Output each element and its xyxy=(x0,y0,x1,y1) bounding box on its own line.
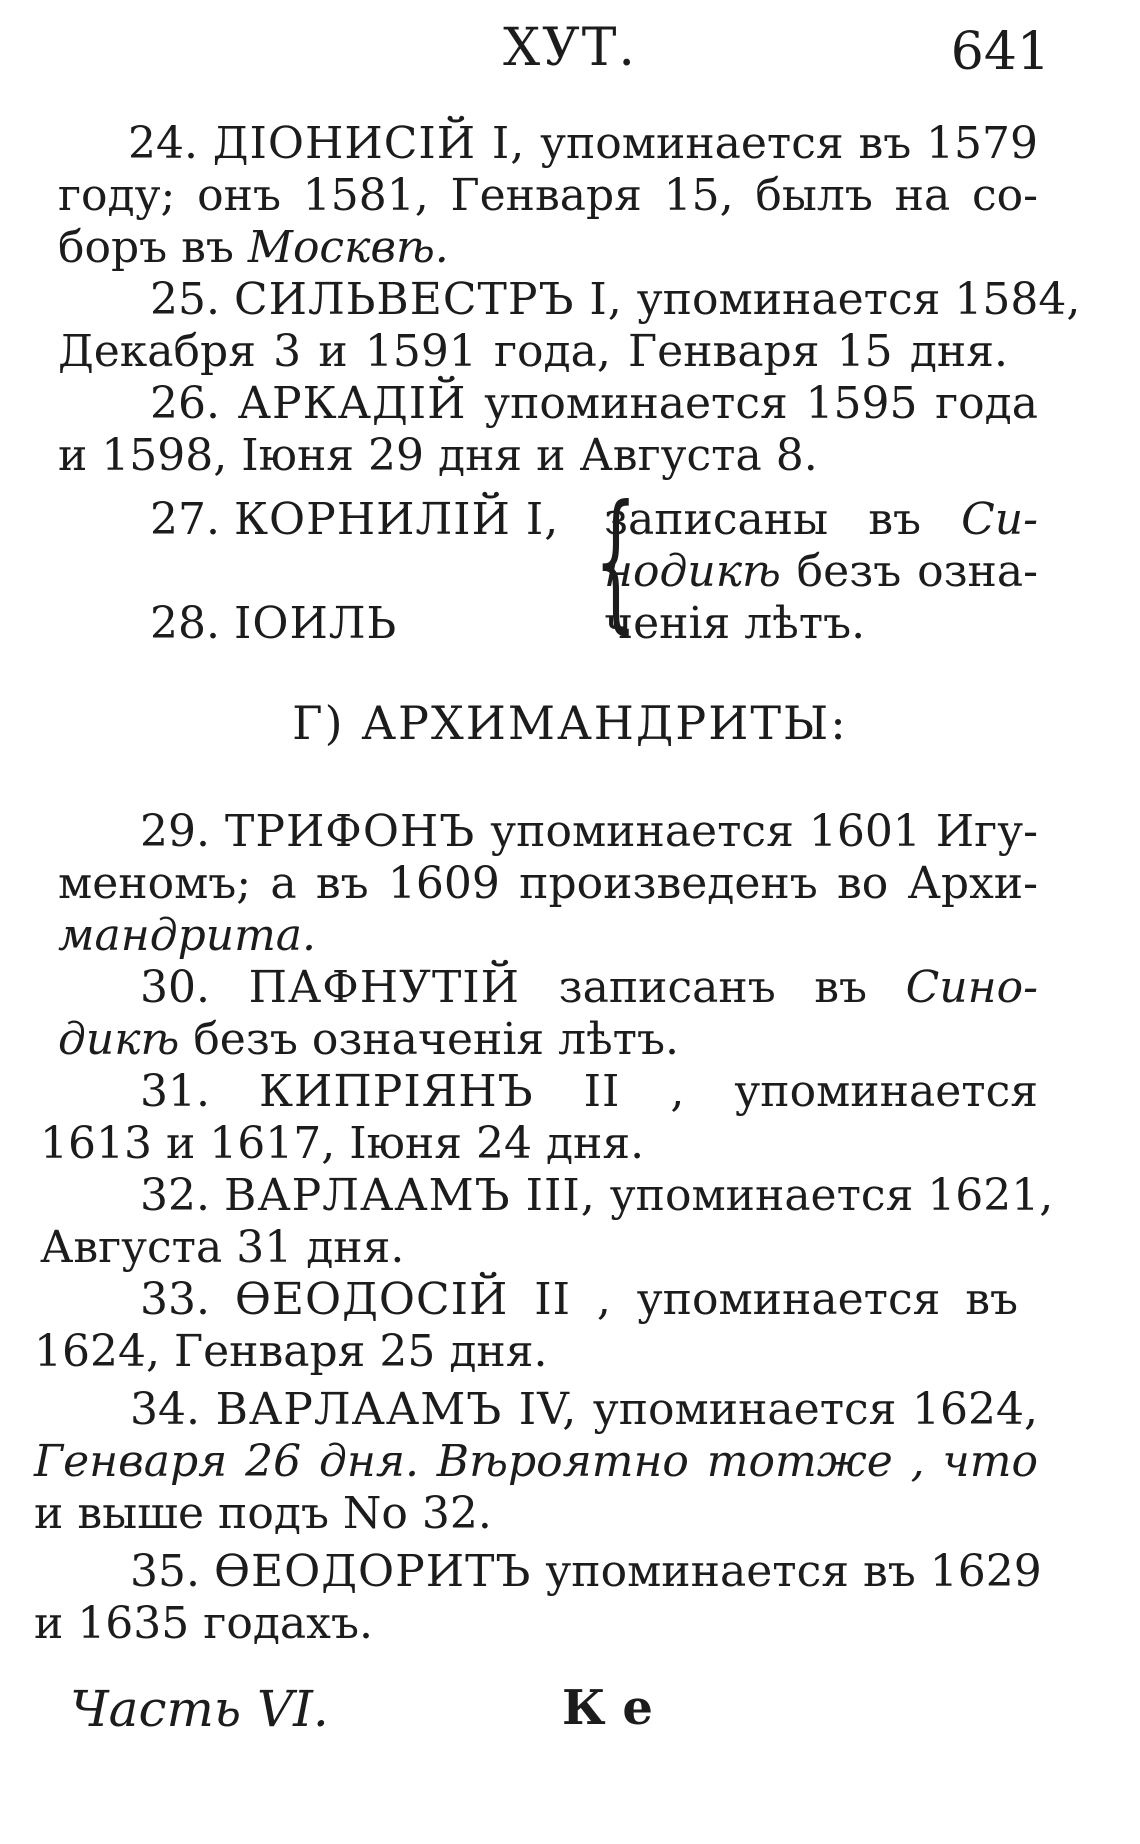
entry-name: ѲЕОДОРИТЪ xyxy=(213,1546,532,1597)
entry-text: упоминается 1601 Игу- xyxy=(490,806,1038,857)
entry-text-italic: Сино- xyxy=(905,962,1038,1013)
entry-name: ВАРЛААМЪ III, xyxy=(223,1170,596,1221)
entry-number: 25. xyxy=(150,274,220,325)
entry-text: записанъ въ xyxy=(558,962,906,1013)
entry-text: боръ въ xyxy=(58,222,248,273)
entry-text: упоминается 1595 года xyxy=(484,378,1038,429)
shared-note-line-2 xyxy=(604,546,1038,598)
entry-name: ТРИФОНЪ xyxy=(224,806,476,857)
entry-34-line-2: Генваря 26 дня. Вѣроятно тотже , что xyxy=(34,1436,1038,1487)
entry-35-line-1 xyxy=(130,1546,1042,1598)
entry-24-line-3 xyxy=(58,222,449,274)
entry-29-line-1 xyxy=(140,806,1038,858)
entry-text: упоминается 1621, xyxy=(609,1170,1054,1221)
signature-mark: К е xyxy=(562,1680,653,1736)
entry-text: упоминается 1584, xyxy=(636,274,1081,325)
entry-24-line-2: году; онъ 1581, Генваря 15, былъ на со- xyxy=(58,170,1038,221)
entry-number: 33. xyxy=(140,1274,210,1325)
entry-name: ДІОНИСІЙ I, xyxy=(212,118,526,169)
entry-27-line xyxy=(150,494,559,546)
note-text: записаны въ xyxy=(604,494,962,545)
entry-text: упоминается xyxy=(734,1066,1038,1117)
entry-34-line-3: и выше подъ No 32. xyxy=(34,1488,492,1539)
entry-name: КИПРІЯНЪ II , xyxy=(258,1066,686,1117)
entry-31-line-1 xyxy=(140,1066,1038,1118)
section-heading: Г) АРХИМАНДРИТЫ: xyxy=(292,696,848,750)
entry-26-line-2: и 1598, Іюня 29 дня и Августа 8. xyxy=(58,430,818,481)
entry-25-line-1 xyxy=(150,274,1081,326)
entry-name: ѲЕОДОСІЙ II , xyxy=(234,1274,612,1325)
entry-name: СИЛЬВЕСТРЪ I, xyxy=(233,274,623,325)
part-label: Часть VI. xyxy=(70,1680,329,1738)
note-text-italic: нодикѣ xyxy=(604,546,781,597)
entry-number: 29. xyxy=(140,806,210,857)
note-text: безъ озна- xyxy=(780,546,1038,597)
entry-number: 24. xyxy=(128,118,198,169)
entry-name: ІОИЛЬ xyxy=(233,598,398,649)
entry-text: упоминается въ xyxy=(636,1274,1018,1325)
entry-name: КОРНИЛІЙ I, xyxy=(233,494,560,545)
entry-text: упоминается въ 1579 xyxy=(540,118,1038,169)
entry-text: безъ означенія лѣтъ. xyxy=(179,1014,679,1065)
shared-note-line-3: ченія лѣтъ. xyxy=(604,598,866,649)
entry-30-line-2 xyxy=(58,1014,679,1066)
entry-number: 30. xyxy=(140,962,210,1013)
entry-name: АРКАДІЙ xyxy=(237,378,467,429)
entry-30-line-1 xyxy=(140,962,1038,1014)
entry-number: 35. xyxy=(130,1546,200,1597)
entry-name: ПАФНУТІЙ xyxy=(248,962,521,1013)
entry-text-italic: Москвѣ. xyxy=(247,222,449,273)
entry-24-line-1 xyxy=(128,118,1038,170)
entry-number: 27. xyxy=(150,494,220,545)
entry-25-line-2: Декабря 3 и 1591 года, Генваря 15 дня. xyxy=(58,326,1008,377)
entry-26-line-1 xyxy=(150,378,1038,430)
entry-32-line-2: Августа 31 дня. xyxy=(40,1222,405,1273)
entry-29-line-3: мандрита. xyxy=(58,910,317,961)
page-number: 641 xyxy=(950,22,1050,82)
entry-33-line-2: 1624, Генваря 25 дня. xyxy=(34,1326,548,1377)
entry-text: упоминается 1624, xyxy=(592,1384,1038,1435)
entry-text-italic: дикѣ xyxy=(58,1014,180,1065)
entry-number: 34. xyxy=(130,1384,200,1435)
entry-34-line-1 xyxy=(130,1384,1038,1436)
entry-text: упоминается въ 1629 xyxy=(545,1546,1042,1597)
running-head: ХУТ. xyxy=(503,18,637,78)
shared-note-line-1 xyxy=(604,494,1038,546)
entry-28-line xyxy=(150,598,397,650)
entry-35-line-2: и 1635 годахъ. xyxy=(34,1598,373,1649)
entry-31-line-2: 1613 и 1617, Іюня 24 дня. xyxy=(40,1118,645,1169)
entry-32-line-1 xyxy=(140,1170,1054,1222)
note-text-italic: Си- xyxy=(961,494,1038,545)
entry-number: 28. xyxy=(150,598,220,649)
entry-number: 26. xyxy=(150,378,220,429)
entry-33-line-1 xyxy=(140,1274,1018,1326)
entry-number: 32. xyxy=(140,1170,210,1221)
entry-number: 31. xyxy=(140,1066,210,1117)
entry-29-line-2: меномъ; а въ 1609 произведенъ во Архи- xyxy=(58,858,1038,909)
entry-name: ВАРЛААМЪ IV, xyxy=(215,1384,578,1435)
curly-brace: { xyxy=(594,474,638,648)
